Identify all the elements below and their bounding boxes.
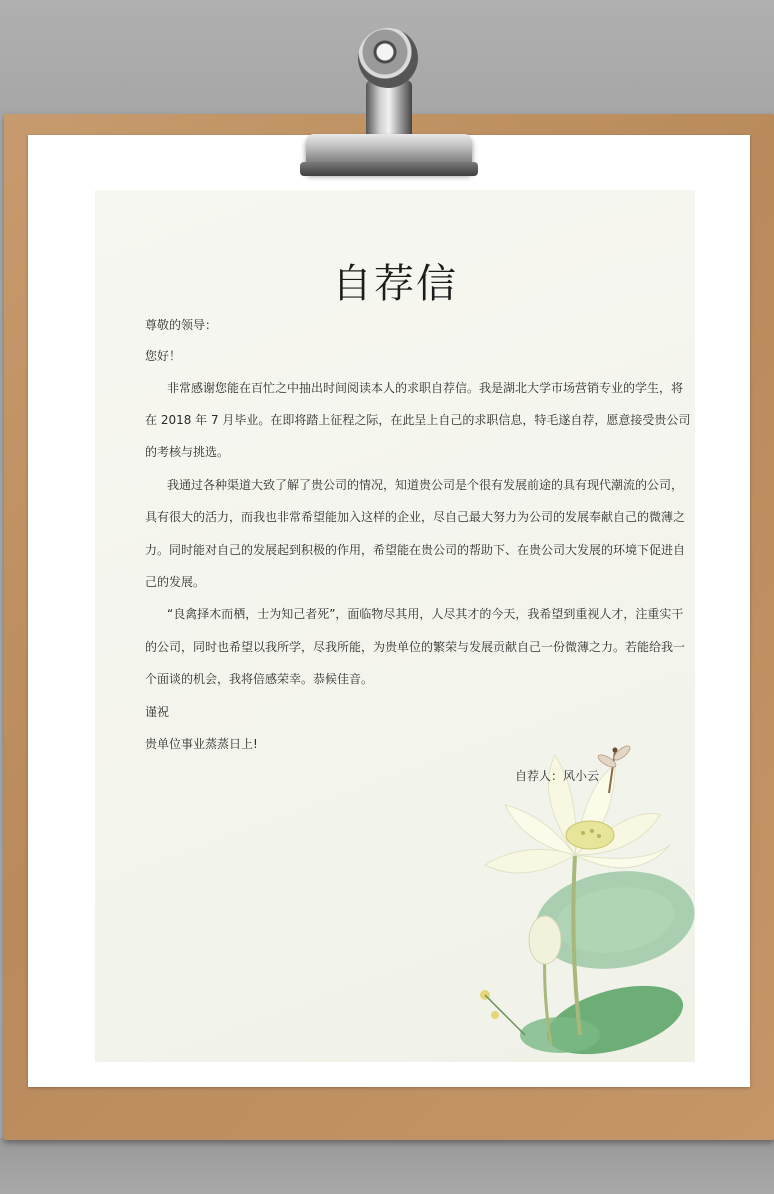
paragraph-line: 力。同时能对自己的发展起到积极的作用，希望能在贵公司的帮助下、在贵公司大发展的环境下促进自: [145, 543, 686, 557]
paragraph-line: 的公司，同时也希望以我所学，尽我所能，为贵单位的繁荣与发展贡献自己一份微薄之力。若能给我一: [145, 640, 686, 654]
clip-ring: [358, 28, 418, 88]
paragraph-line: 己的发展。: [145, 575, 206, 589]
wall-background-bottom: [0, 1138, 774, 1194]
binder-clip: [300, 22, 478, 178]
paragraph-line: 我通过各种渠道大致了解了贵公司的情况，知道贵公司是个很有发展前途的具有现代潮流的公司，: [167, 478, 684, 492]
signature: 自荐人：风小云: [515, 769, 600, 783]
greeting: 您好！: [145, 349, 182, 363]
salutation: 尊敬的领导：: [145, 318, 218, 332]
paragraph-line: 具有很大的活力，而我也非常希望能加入这样的企业，尽自己最大努力为公司的发展奉献自己的微薄之: [145, 510, 686, 524]
closing: 谨祝: [145, 705, 170, 719]
letter-title: 自荐信: [332, 261, 458, 307]
paragraph-line: 的考核与挑选。: [145, 445, 230, 459]
lotus-illustration: [465, 735, 695, 1062]
clip-arm: [366, 80, 412, 140]
dragonfly-illustration: [595, 743, 635, 799]
paragraph-line: 非常感谢您能在百忙之中抽出时间阅读本人的求职自荐信。我是湖北大学市场营销专业的学生，将: [167, 381, 684, 395]
wish: 贵单位事业蒸蒸日上!: [145, 737, 258, 751]
paragraph-line: 个面谈的机会，我将倍感荣幸。恭候佳音。: [145, 672, 374, 686]
paragraph-line: 在 2018 年 7 月毕业。在即将踏上征程之际，在此呈上自己的求职信息，特毛遂自荐，愿意接受贵公司: [145, 413, 691, 427]
letter-page: [95, 190, 695, 1062]
clip-lip: [300, 162, 478, 176]
paragraph-line: “良禽择木而栖，士为知己者死”，面临物尽其用，人尽其才的今天，我希望到重视人才，注重实干: [167, 607, 684, 621]
